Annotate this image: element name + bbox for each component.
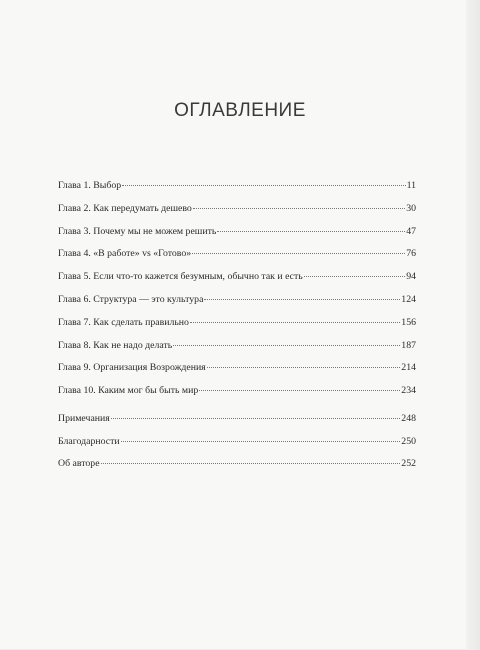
entry-page-number: 76 — [406, 248, 416, 260]
dot-leader — [199, 390, 400, 391]
toc-entry — [58, 340, 416, 363]
dot-leader — [192, 253, 405, 254]
dot-leader — [304, 276, 405, 277]
entry-label: Примечания — [58, 413, 110, 424]
toc-title: ОГЛАВЛЕНИЕ — [174, 100, 306, 121]
toc-entry — [58, 180, 416, 203]
toc-entry — [58, 458, 416, 481]
dot-leader — [111, 418, 401, 419]
chapter-list — [58, 180, 416, 408]
entry-page-number: 30 — [406, 202, 416, 214]
dot-leader — [121, 441, 401, 442]
entry-label: Глава 7. Как сделать правильно — [58, 316, 189, 328]
toc-entry — [58, 385, 416, 408]
entry-label: Глава 10. Каким мог бы быть мир — [58, 385, 199, 397]
entry-page-number: 250 — [401, 435, 416, 447]
entry-page-number: 124 — [401, 293, 416, 305]
entry-label: Глава 4. «В работе» vs «Готово» — [58, 248, 192, 260]
entry-page-number: 187 — [401, 339, 416, 351]
entry-page-number: 94 — [406, 271, 416, 283]
entry-label: Глава 5. Если что-то кажется безумным, обычно так и есть — [58, 271, 303, 283]
toc-entry — [58, 317, 416, 340]
toc-entry — [58, 436, 416, 459]
toc-entry — [58, 271, 416, 294]
dot-leader — [207, 367, 401, 368]
page-edge — [466, 0, 480, 650]
dot-leader — [173, 345, 400, 346]
dot-leader — [122, 185, 405, 186]
toc-entry — [58, 203, 416, 226]
entry-page-number: 214 — [401, 362, 416, 374]
entry-label: Глава 3. Почему мы не можем решить — [58, 225, 217, 237]
entry-page-number: 156 — [401, 316, 416, 328]
entry-label: Благодарности — [58, 435, 120, 447]
entry-label: Глава 2. Как передумать дешево — [58, 202, 192, 214]
entry-page-number: 234 — [401, 385, 416, 397]
entry-label: Глава 8. Как не надо делать — [58, 339, 173, 351]
entry-label: Об авторе — [58, 458, 100, 469]
toc-entry — [58, 248, 416, 271]
dot-leader — [204, 299, 400, 300]
back-matter-list — [58, 413, 416, 481]
toc-entry — [58, 226, 416, 249]
toc-entry — [58, 413, 416, 436]
dot-leader — [101, 463, 401, 464]
entry-label: Глава 6. Структура — это культура — [58, 293, 204, 305]
dot-leader — [217, 231, 405, 232]
entry-page-number: 252 — [401, 458, 416, 469]
toc-entry — [58, 294, 416, 317]
dot-leader — [190, 322, 400, 323]
dot-leader — [193, 208, 405, 209]
entry-label: Глава 1. Выбор — [58, 180, 122, 191]
entry-page-number: 11 — [406, 180, 416, 191]
entry-label: Глава 9. Организация Возрождения — [58, 362, 206, 374]
entry-page-number: 248 — [401, 413, 416, 424]
entry-page-number: 47 — [406, 225, 416, 237]
toc-entry — [58, 362, 416, 385]
